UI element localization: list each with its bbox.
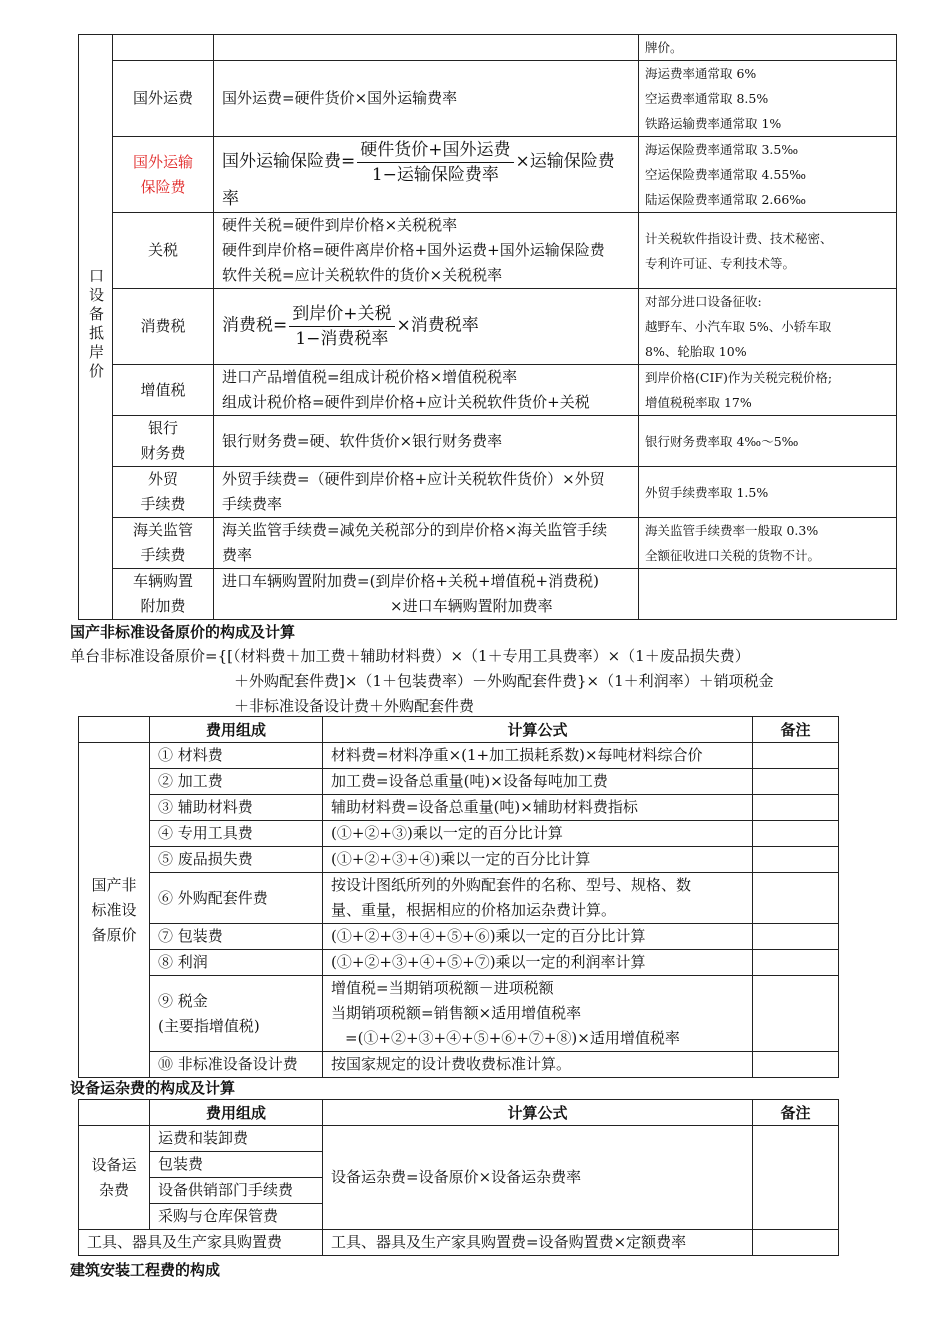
cost-note [753,847,839,873]
cost-item: ⑤ 废品损失费 [150,847,323,873]
cost-note [753,821,839,847]
cost-note [753,795,839,821]
formula-line: ×进口车辆购置附加费率 [390,597,553,615]
formula-line: 进口产品增值税=组成计税价格×增值税税率 [222,368,518,386]
item-formula [214,289,639,365]
table-row [79,518,897,569]
name-line: 附加费 [140,597,186,615]
formula-line: 软件关税=应计关税软件的货价×关税税率 [222,266,503,284]
item-formula [214,467,639,518]
table-row [79,61,897,137]
header-cell: 备注 [753,1100,839,1126]
group-label-line: 国产非 [91,875,137,894]
formula-line: 海关监管手续费=减免关税部分的到岸价格×海关监管手续 [222,521,608,539]
table-row [79,1230,839,1256]
cost-item: ③ 辅助材料费 [150,795,323,821]
cost-formula: (①+②+③+④)乘以一定的百分比计算 [323,847,753,873]
group-label: 口设备抵岸价 [87,268,105,382]
fraction-numerator: 到岸价+关税 [289,302,394,327]
cost-formula: 辅助材料费=设备总重量(吨)×辅助材料费指标 [323,795,753,821]
table-row [79,467,897,518]
cost-note [753,873,839,924]
item-name [113,467,214,518]
name-line: 手续费 [140,546,186,564]
header-cell [79,717,150,743]
cost-item: ⑩ 非标准设备设计费 [150,1052,323,1078]
note-line: 到岸价格(CIF)作为关税完税价格; [645,370,833,385]
item-formula [214,365,639,416]
group-label-line: 杂费 [98,1180,129,1199]
table-row [79,821,839,847]
cost-formula [323,976,753,1052]
cost-item: ① 材料费 [150,743,323,769]
formula-line: 硬件关税=硬件到岸价格×关税税率 [222,216,458,234]
name-line: 财务费 [140,444,186,462]
formula-line: 增值税=当期销项税额－进项税额 [331,979,554,997]
cost-item: 运费和装卸费 [150,1126,323,1152]
note-line: 空运保险费率通常取 4.55‰ [645,167,807,182]
fraction-denominator: 1−运输保险费率 [371,164,499,185]
formula-line: 费率 [222,546,253,564]
name-line: 海关监管 [132,521,193,539]
cost-item: 包装费 [150,1152,323,1178]
group-label-cell [79,1126,150,1230]
group-label-line: 标准设 [91,900,137,919]
cost-item: ⑥ 外购配套件费 [150,873,323,924]
table-row [79,365,897,416]
cost-item: ⑦ 包装费 [150,924,323,950]
fraction [357,138,513,187]
header-cell: 计算公式 [323,1100,753,1126]
table-row [79,873,839,924]
formula-line: 单台非标准设备原价={[（材料费＋加工费＋辅助材料费）×（1＋专用工具费率）×（1＋废品损失费） [70,647,750,665]
table-header-row [79,1100,839,1126]
cost-item: 采购与仓库保管费 [150,1204,323,1230]
item-name: 增值税 [113,365,214,416]
note-line: 对部分进口设备征收: [645,294,762,309]
item-note [639,289,897,365]
group-label-line: 备原价 [91,925,137,944]
table-row [79,795,839,821]
note-line: 海关监管手续费率一般取 0.3% [645,523,819,538]
note-line: 增值税税率取 17% [645,395,752,410]
cost-note [753,769,839,795]
table-row [79,569,897,620]
item-name: 消费税 [113,289,214,365]
table-row [79,289,897,365]
formula-suffix: ×消费税率 [396,315,479,336]
item-name [113,137,214,213]
cost-item [150,976,323,1052]
header-cell: 费用组成 [150,1100,323,1126]
table-row [79,1126,839,1152]
cost-formula [323,873,753,924]
item-note [639,213,897,289]
item-name [113,569,214,620]
note-line: 陆运保险费率通常取 2.66‰ [645,192,807,207]
item-formula: 国外运费=硬件货价×国外运输费率 [214,61,639,137]
header-cell: 备注 [753,717,839,743]
note-line: 越野车、小汽车取 5%、小轿车取 [645,319,832,334]
table-row [79,950,839,976]
section-heading: 国产非标准设备原价的构成及计算 [70,623,296,641]
item-note [639,569,897,620]
cost-item: ② 加工费 [150,769,323,795]
note-line: 空运费率通常取 8.5% [645,91,769,106]
cost-formula: 按国家规定的设计费收费标准计算。 [323,1052,753,1078]
note-line: 全额征收进口关税的货物不计。 [645,548,821,563]
name-line: 银行 [147,419,178,437]
formula-line: 量、重量，根据相应的价格加运杂费计算。 [331,901,617,919]
cost-formula: 设备运杂费=设备原价×设备运杂费率 [323,1126,753,1230]
table-row [79,1052,839,1078]
formula-line: 手续费率 [222,495,283,513]
fraction-numerator: 硬件货价+国外运费 [357,138,513,163]
cost-item: 工具、器具及生产家具购置费 [79,1230,323,1256]
item-formula [214,213,639,289]
formula-prefix: 消费税= [222,315,288,336]
note-line: 海运费率通常取 6% [645,66,757,81]
cost-formula: 工具、器具及生产家具购置费=设备购置费×定额费率 [323,1230,753,1256]
formula-line: =(①+②+③+④+⑤+⑥+⑦+⑧)×适用增值税率 [345,1029,680,1047]
note-line: 海运保险费率通常取 3.5‰ [645,142,799,157]
fraction-denominator: 1−消费税率 [295,329,389,349]
group-label-cell [79,35,113,620]
table-row [79,416,897,467]
section-heading: 设备运杂费的构成及计算 [70,1079,236,1097]
formula-line: ＋非标准设备设计费＋外购配套件费 [234,697,475,715]
item-name [113,416,214,467]
item-note [639,365,897,416]
table-row [79,769,839,795]
item-note: 外贸手续费率取 1.5% [639,467,897,518]
item-formula [214,137,639,213]
formula-suffix: ×运输保险费率 [222,151,615,209]
cost-note [753,743,839,769]
item-note [639,518,897,569]
header-cell: 计算公式 [323,717,753,743]
note-line: 铁路运输费率通常取 1% [645,116,782,131]
cost-formula: 材料费=材料净重×(1+加工损耗系数)×每吨材料综合价 [323,743,753,769]
table-row [79,35,897,61]
non-standard-equipment-table [78,716,839,1078]
item-formula [214,518,639,569]
cost-formula: (①+②+③+④+⑤+⑥)乘以一定的百分比计算 [323,924,753,950]
fraction [289,302,394,351]
name-line: 车辆购置 [132,572,193,590]
equipment-freight-table [78,1099,839,1256]
cost-note [753,1230,839,1256]
note-line: 8%、轮胎取 10% [645,344,747,359]
cost-item: ⑧ 利润 [150,950,323,976]
item-name: 关税 [113,213,214,289]
formula-line: 组成计税价格=硬件到岸价格+应计关税软件货价+关税 [222,393,590,411]
item-note: 银行财务费率取 4‰～5‰ [639,416,897,467]
formula-line: 按设计图纸所列的外购配套件的名称、型号、规格、数 [331,876,692,894]
table-row [79,213,897,289]
header-cell: 费用组成 [150,717,323,743]
header-cell [79,1100,150,1126]
table-row [79,924,839,950]
cost-note [753,976,839,1052]
cost-note [753,1126,839,1230]
formula-line: 进口车辆购置附加费=(到岸价格+关税+增值税+消费税) [222,572,599,590]
item-line: ⑨ 税金 [158,991,208,1010]
cost-note [753,950,839,976]
formula-line: ＋外购配套件费]×（1＋包装费率）－外购配套件费}×（1＋利润率）＋销项税金 [234,672,774,690]
table-row [79,847,839,873]
formula-prefix: 国外运输保险费= [222,151,356,171]
item-name: 国外运费 [113,61,214,137]
import-equipment-price-table [78,34,897,620]
item-line: (主要指增值税) [158,1016,260,1035]
group-label-line: 设备运 [91,1155,137,1174]
table-row [79,743,839,769]
cost-note [753,924,839,950]
cost-note [753,1052,839,1078]
name-line: 保险费 [140,177,186,196]
item-name [113,35,214,61]
item-note [639,137,897,213]
formula-line: 当期销项税额=销售额×适用增值税率 [331,1004,582,1022]
cost-item: 设备供销部门手续费 [150,1178,323,1204]
name-line: 外贸 [147,470,178,488]
item-formula: 银行财务费=硬、软件货价×银行财务费率 [214,416,639,467]
note-line: 计关税软件指设计费、技术秘密、 [645,230,833,246]
formula-line: 外贸手续费=（硬件到岸价格+应计关税软件货价）×外贸 [222,470,605,488]
item-note: 牌价。 [639,35,897,61]
note-line: 专利许可证、专利技术等。 [645,255,796,271]
cost-formula: (①+②+③)乘以一定的百分比计算 [323,821,753,847]
item-formula [214,35,639,61]
table-row [79,137,897,213]
table-header-row [79,717,839,743]
group-label-cell [79,743,150,1078]
item-formula [214,569,639,620]
section-heading: 建筑安装工程费的构成 [70,1261,221,1279]
cost-formula: (①+②+③+④+⑤+⑦)乘以一定的利润率计算 [323,950,753,976]
table-row [79,976,839,1052]
cost-item: ④ 专用工具费 [150,821,323,847]
formula-line: 硬件到岸价格=硬件离岸价格+国外运费+国外运输保险费 [222,241,605,259]
name-line: 手续费 [140,495,186,513]
item-note [639,61,897,137]
cost-formula: 加工费=设备总重量(吨)×设备每吨加工费 [323,769,753,795]
item-name [113,518,214,569]
name-line: 国外运输 [132,152,193,171]
